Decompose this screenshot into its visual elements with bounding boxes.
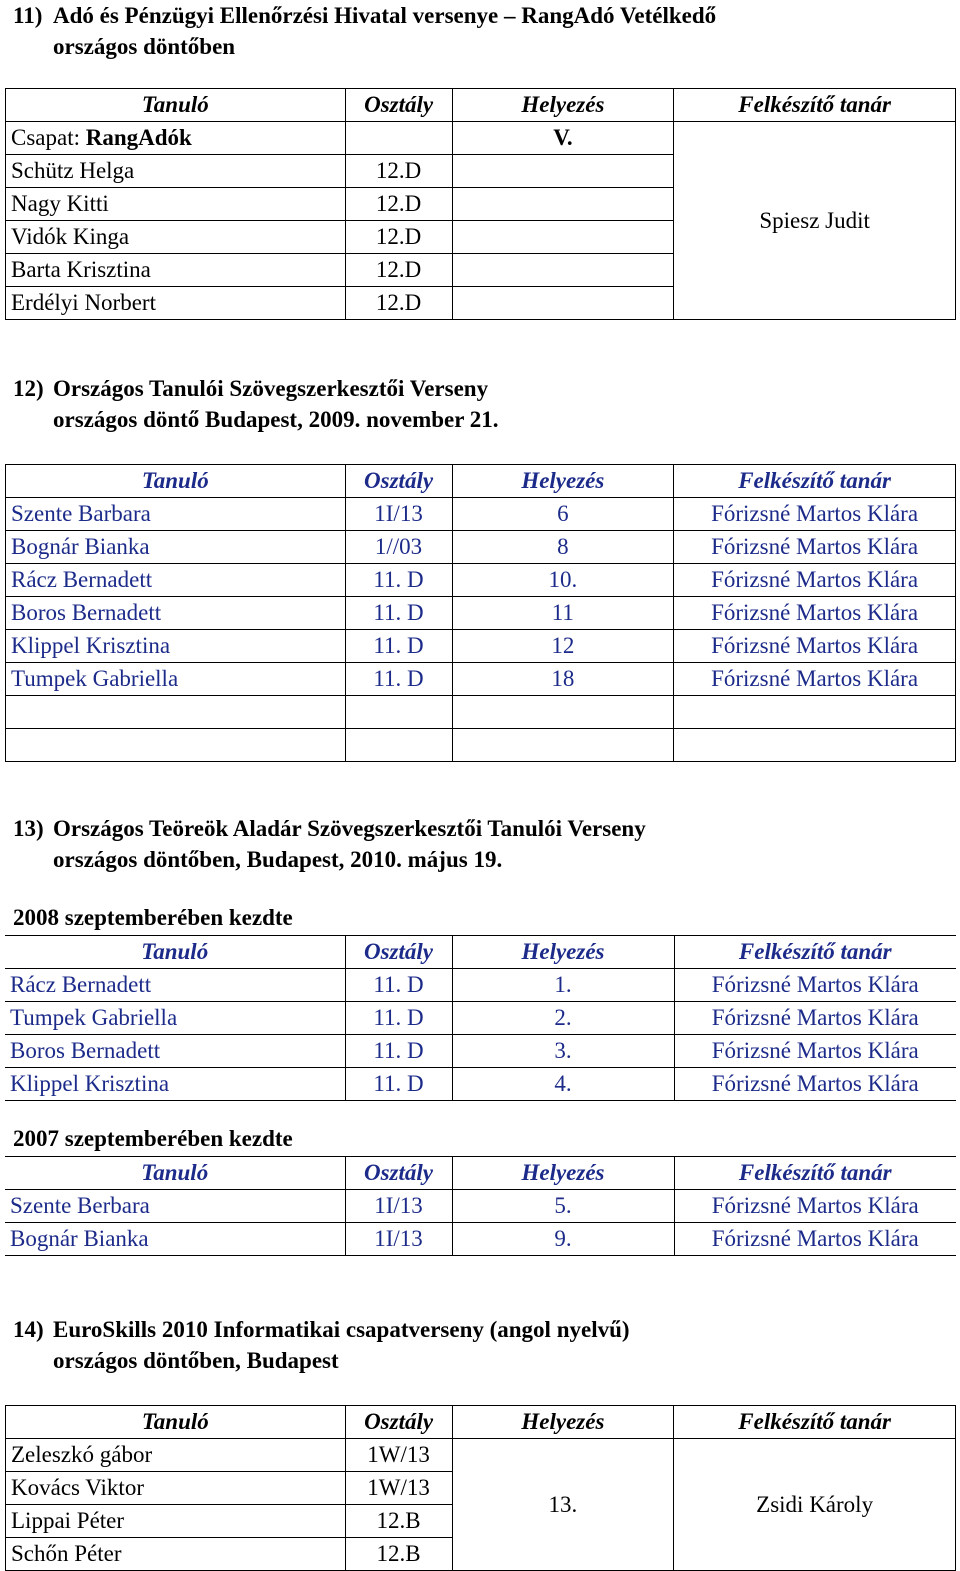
table-row (5, 1223, 956, 1256)
empty-cell (452, 221, 674, 254)
student-class: 1I/13 (345, 498, 452, 531)
table-row (6, 1439, 956, 1472)
header-place: Helyezés (452, 89, 674, 122)
section-11-title (13, 0, 716, 62)
section-title-line2: országos döntőben, Budapest, 2010. május 19. (53, 847, 503, 872)
student-class: 11. D (345, 597, 452, 630)
student-class: 12.B (345, 1538, 452, 1571)
student-name: Bognár Bianka (5, 1223, 345, 1256)
empty-cell (345, 696, 452, 729)
empty-cell (345, 729, 452, 762)
table-row (5, 1035, 956, 1068)
student-class: 12.D (345, 287, 452, 320)
student-class: 11. D (345, 1002, 452, 1035)
table-row (5, 1068, 956, 1101)
header-teacher: Felkészítő tanár (674, 936, 956, 969)
table-row (5, 1002, 956, 1035)
section-title-line1: Országos Tanulói Szövegszerkesztői Verseny (53, 376, 489, 401)
empty-cell (674, 729, 956, 762)
student-class: 11. D (345, 1068, 452, 1101)
section-12-title (13, 373, 499, 435)
student-teacher: Fórizsné Martos Klára (674, 1190, 956, 1223)
student-place: 5. (452, 1190, 674, 1223)
header-class: Osztály (345, 89, 452, 122)
table-row (6, 630, 956, 663)
student-name: Klippel Krisztina (5, 1068, 345, 1101)
section-number: 11) (13, 3, 43, 28)
header-class: Osztály (345, 1406, 452, 1439)
subtitle-2007: 2007 szeptemberében kezdte (13, 1126, 293, 1151)
student-teacher: Fórizsné Martos Klára (674, 969, 956, 1002)
student-class: 1W/13 (345, 1472, 452, 1505)
section-number: 14) (13, 1317, 44, 1342)
student-class: 12.D (345, 221, 452, 254)
header-place: Helyezés (452, 936, 674, 969)
team-place: 13. (452, 1439, 674, 1571)
header-class: Osztály (345, 1157, 452, 1190)
student-teacher: Fórizsné Martos Klára (674, 1223, 956, 1256)
table-section-12 (5, 464, 956, 762)
empty-cell (452, 188, 674, 221)
student-name: Boros Bernadett (6, 597, 346, 630)
header-student: Tanuló (6, 1406, 346, 1439)
student-class: 11. D (345, 969, 452, 1002)
student-class: 11. D (345, 564, 452, 597)
header-teacher: Felkészítő tanár (674, 89, 956, 122)
table-row (6, 597, 956, 630)
team-teacher: Spiesz Judit (674, 122, 956, 320)
team-name: RangAdók (85, 125, 192, 150)
header-place: Helyezés (452, 465, 674, 498)
header-student: Tanuló (5, 936, 345, 969)
student-name: Schőn Péter (6, 1538, 346, 1571)
section-title-line1: Országos Teöreök Aladár Szövegszerkesztői Tanulói Verseny (53, 816, 646, 841)
team-teacher: Zsidi Károly (674, 1439, 956, 1571)
student-teacher: Fórizsné Martos Klára (674, 597, 956, 630)
student-place: 12 (452, 630, 674, 663)
header-place: Helyezés (452, 1406, 674, 1439)
student-class: 11. D (345, 630, 452, 663)
table-section-11 (5, 88, 956, 320)
student-name: Kovács Viktor (6, 1472, 346, 1505)
team-cell (6, 122, 346, 155)
section-number: 13) (13, 816, 44, 841)
student-name: Szente Barbara (6, 498, 346, 531)
section-title-line2: országos döntőben (53, 34, 236, 59)
section-13-title (13, 813, 646, 875)
student-name: Klippel Krisztina (6, 630, 346, 663)
student-name: Rácz Bernadett (6, 564, 346, 597)
student-place: 9. (452, 1223, 674, 1256)
header-place: Helyezés (452, 1157, 674, 1190)
student-class: 1//03 (345, 531, 452, 564)
header-teacher: Felkészítő tanár (674, 1406, 956, 1439)
student-place: 2. (452, 1002, 674, 1035)
student-place: 4. (452, 1068, 674, 1101)
student-class: 11. D (345, 663, 452, 696)
table-section-14 (5, 1405, 956, 1571)
student-place: 11 (452, 597, 674, 630)
student-class: 12.B (345, 1505, 452, 1538)
table-row (5, 1190, 956, 1223)
student-teacher: Fórizsné Martos Klára (674, 1068, 956, 1101)
student-teacher: Fórizsné Martos Klára (674, 1002, 956, 1035)
empty-cell (452, 155, 674, 188)
student-name: Barta Krisztina (6, 254, 346, 287)
table-row (6, 564, 956, 597)
team-prefix: Csapat: (11, 125, 86, 150)
student-name: Tumpek Gabriella (6, 663, 346, 696)
student-name: Bognár Bianka (6, 531, 346, 564)
empty-cell (452, 287, 674, 320)
empty-cell (674, 696, 956, 729)
subtitle-2008: 2008 szeptemberében kezdte (13, 905, 293, 930)
student-name: Rácz Bernadett (5, 969, 345, 1002)
empty-cell (345, 122, 452, 155)
team-place: V. (452, 122, 674, 155)
student-name: Boros Bernadett (5, 1035, 345, 1068)
student-place: 8 (452, 531, 674, 564)
student-name: Zeleszkó gábor (6, 1439, 346, 1472)
student-name: Nagy Kitti (6, 188, 346, 221)
student-teacher: Fórizsné Martos Klára (674, 630, 956, 663)
table-row (6, 663, 956, 696)
empty-row (6, 696, 956, 729)
header-student: Tanuló (6, 465, 346, 498)
student-class: 12.D (345, 254, 452, 287)
student-teacher: Fórizsné Martos Klára (674, 531, 956, 564)
student-class: 12.D (345, 188, 452, 221)
section-title-line1: Adó és Pénzügyi Ellenőrzési Hivatal versenye – RangAdó Vetélkedő (53, 3, 717, 28)
student-class: 1I/13 (345, 1223, 452, 1256)
empty-row (6, 729, 956, 762)
header-class: Osztály (345, 936, 452, 969)
student-place: 10. (452, 564, 674, 597)
student-name: Tumpek Gabriella (5, 1002, 345, 1035)
header-class: Osztály (345, 465, 452, 498)
student-teacher: Fórizsné Martos Klára (674, 1035, 956, 1068)
empty-cell (6, 729, 346, 762)
header-teacher: Felkészítő tanár (674, 465, 956, 498)
student-teacher: Fórizsné Martos Klára (674, 663, 956, 696)
empty-cell (6, 696, 346, 729)
student-class: 11. D (345, 1035, 452, 1068)
header-student: Tanuló (6, 89, 346, 122)
student-name: Erdélyi Norbert (6, 287, 346, 320)
student-place: 6 (452, 498, 674, 531)
table-row (6, 498, 956, 531)
student-place: 18 (452, 663, 674, 696)
student-name: Lippai Péter (6, 1505, 346, 1538)
section-title-line2: országos döntő Budapest, 2009. november 21. (53, 407, 499, 432)
section-14-title (13, 1314, 630, 1376)
header-teacher: Felkészítő tanár (674, 1157, 956, 1190)
student-name: Szente Berbara (5, 1190, 345, 1223)
empty-cell (452, 254, 674, 287)
empty-cell (452, 696, 674, 729)
header-student: Tanuló (5, 1157, 345, 1190)
table-section-13a (5, 935, 956, 1101)
student-place: 1. (452, 969, 674, 1002)
student-teacher: Fórizsné Martos Klára (674, 564, 956, 597)
student-name: Schütz Helga (6, 155, 346, 188)
student-class: 1W/13 (345, 1439, 452, 1472)
table-row (5, 969, 956, 1002)
table-row (6, 531, 956, 564)
section-title-line2: országos döntőben, Budapest (53, 1348, 339, 1373)
section-title-line1: EuroSkills 2010 Informatikai csapatverseny (angol nyelvű) (53, 1317, 630, 1342)
student-teacher: Fórizsné Martos Klára (674, 498, 956, 531)
student-class: 12.D (345, 155, 452, 188)
empty-cell (452, 729, 674, 762)
student-class: 1I/13 (345, 1190, 452, 1223)
section-number: 12) (13, 376, 44, 401)
student-place: 3. (452, 1035, 674, 1068)
table-section-13b (5, 1156, 956, 1256)
student-name: Vidók Kinga (6, 221, 346, 254)
